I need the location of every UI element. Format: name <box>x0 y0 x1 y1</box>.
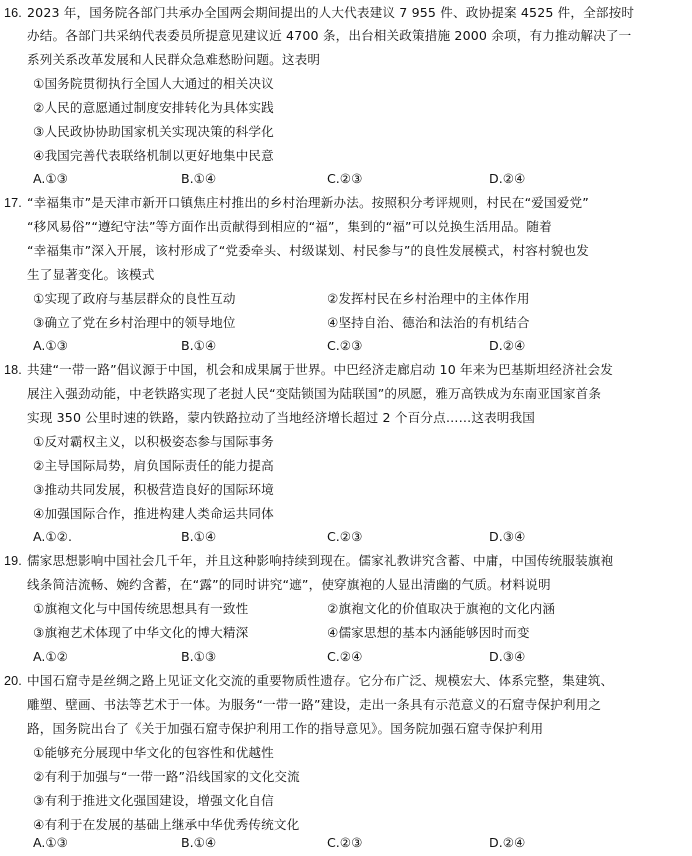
q18-statement-3-text: ③推动共同发展，积极营造良好的国际环境 <box>33 482 274 497</box>
q18-text-line-1 <box>0 358 692 382</box>
q19-line-2: 线条简洁流畅、婉约含蓄，在“露”的同时讲究“遮”，使穿旗袍的人显出清幽的气质。材料说明 <box>27 577 551 592</box>
q16-text-line-1 <box>0 1 692 25</box>
q18-statement-1 <box>0 430 692 454</box>
q18-statement-2 <box>0 454 692 478</box>
q19-statements-row-2 <box>0 621 692 645</box>
q16-statement-3 <box>0 120 692 144</box>
q20-option-c[interactable]: C.②③ <box>327 835 363 850</box>
q18-statement-4 <box>0 502 692 526</box>
q19-statements-row-1 <box>0 597 692 621</box>
q19-text-line-2 <box>0 573 692 597</box>
q20-statement-3 <box>0 789 692 813</box>
q16-options <box>0 167 692 191</box>
q20-line-1: 中国石窟寺是丝绸之路上见证文化交流的重要物质性遗存。它分布广泛、规模宏大、体系完整，集建筑、 <box>27 673 614 688</box>
q18-line-1: 共建“一带一路”倡议源于中国，机会和成果属于世界。中巴经济走廊启动 10 年来为巴基斯坦经济社会发 <box>27 362 613 377</box>
q18-options <box>0 525 692 549</box>
q18-option-c[interactable]: C.②③ <box>327 529 363 544</box>
q19-statement-1-text: ①旗袍文化与中国传统思想具有一致性 <box>33 601 249 616</box>
q17-number: 17. <box>4 196 22 210</box>
q16-statement-1-text: ①国务院贯彻执行全国人大通过的相关决议 <box>33 76 274 91</box>
q20-statement-4-text: ④有利于在发展的基础上继承中华优秀传统文化 <box>33 817 300 832</box>
q16-statement-2-text: ②人民的意愿通过制度安排转化为具体实践 <box>33 100 274 115</box>
q19-line-1: 儒家思想影响中国社会几千年，并且这种影响持续到现在。儒家礼教讲究含蓄、中庸，中国传统服装旗袍 <box>27 553 614 568</box>
q20-options <box>0 831 692 855</box>
q16-line-3: 系列关系改革发展和人民群众急难愁盼问题。这表明 <box>27 52 321 67</box>
q19-options <box>0 645 692 669</box>
q18-statement-3 <box>0 478 692 502</box>
q20-option-d[interactable]: D.②④ <box>489 835 526 850</box>
q16-statement-3-text: ③人民政协协助国家机关实现决策的科学化 <box>33 124 274 139</box>
q19-option-c[interactable]: C.②④ <box>327 649 363 664</box>
q16-option-d[interactable]: D.②④ <box>489 171 526 186</box>
q16-option-c[interactable]: C.②③ <box>327 171 363 186</box>
q20-number: 20. <box>4 674 22 688</box>
q17-statements-row-1 <box>0 287 692 311</box>
q17-option-d[interactable]: D.②④ <box>489 338 526 353</box>
q20-text-line-1 <box>0 669 692 693</box>
q18-option-a[interactable]: A.①②. <box>33 529 72 544</box>
q19-statement-3-text: ③旗袍艺术体现了中华文化的博大精深 <box>33 625 249 640</box>
q16-number: 16. <box>4 6 22 20</box>
q17-option-a[interactable]: A.①③ <box>33 338 68 353</box>
q19-option-d[interactable]: D.③④ <box>489 649 526 664</box>
q19-option-b[interactable]: B.①③ <box>181 649 217 664</box>
q17-line-1: “幸福集市”是天津市新开口镇焦庄村推出的乡村治理新办法。按照积分考评规则，村民在“爱国爱党” <box>27 195 589 210</box>
q20-statement-2-text: ②有利于加强与“一带一路”沿线国家的文化交流 <box>33 769 300 784</box>
q19-text-line-1 <box>0 549 692 573</box>
q18-number: 18. <box>4 363 22 377</box>
q18-option-d[interactable]: D.③④ <box>489 529 526 544</box>
q17-line-4: 生了显著变化。该模式 <box>27 267 155 282</box>
q20-statement-1 <box>0 741 692 765</box>
q20-statement-2 <box>0 765 692 789</box>
q18-statement-1-text: ①反对霸权主义，以积极姿态参与国际事务 <box>33 434 274 449</box>
q17-option-c[interactable]: C.②③ <box>327 338 363 353</box>
q19-number: 19. <box>4 554 22 568</box>
q17-statement-3-text: ③确立了党在乡村治理中的领导地位 <box>33 315 236 330</box>
q16-line-2: 办结。各部门共采纳代表委员所提意见建议近 4700 条，出台相关政策措施 2000 余项，有力推动解决了一 <box>27 28 632 43</box>
q16-statement-1 <box>0 72 692 96</box>
q18-text-line-3 <box>0 406 692 430</box>
q18-statement-4-text: ④加强国际合作，推进构建人类命运共同体 <box>33 506 274 521</box>
q17-statement-1-text: ①实现了政府与基层群众的良性互动 <box>33 291 236 306</box>
q17-statement-2-text: ②发挥村民在乡村治理中的主体作用 <box>327 291 530 306</box>
q18-line-3: 实现 350 公里时速的铁路，蒙内铁路拉动了当地经济增长超过 2 个百分点……这表明我国 <box>27 410 536 425</box>
q18-statement-2-text: ②主导国际局势，肩负国际责任的能力提高 <box>33 458 274 473</box>
q16-statement-2 <box>0 96 692 120</box>
q20-text-line-3 <box>0 717 692 741</box>
q17-statements-row-2 <box>0 311 692 335</box>
q17-line-2: “移风易俗”“遵纪守法”等方面作出贡献得到相应的“福”，集到的“福”可以兑换生活用品。随着 <box>27 219 552 234</box>
q17-line-3: “幸福集市”深入开展，该村形成了“党委牵头、村级谋划、村民参与”的良性发展模式，村容村貌也发 <box>27 243 589 258</box>
q20-line-3: 路，国务院出台了《关于加强石窟寺保护利用工作的指导意见》。国务院加强石窟寺保护利用 <box>27 721 544 736</box>
q19-statement-2-text: ②旗袍文化的价值取决于旗袍的文化内涵 <box>327 601 556 616</box>
q18-line-2: 展注入强劲动能，中老铁路实现了老挝人民“变陆锁国为陆联国”的夙愿，雅万高铁成为东南亚国家首条 <box>27 386 602 401</box>
q18-option-b[interactable]: B.①④ <box>181 529 217 544</box>
q16-line-1: 2023 年，国务院各部门共承办全国两会期间提出的人大代表建议 7 955 件、政协提案 4525 件，全部按时 <box>27 5 635 20</box>
q19-option-a[interactable]: A.①② <box>33 649 68 664</box>
q20-statement-1-text: ①能够充分展现中华文化的包容性和优越性 <box>33 745 274 760</box>
q20-option-a[interactable]: A.①③ <box>33 835 68 850</box>
q17-text-line-4 <box>0 263 692 287</box>
q20-line-2: 雕塑、壁画、书法等艺术于一体。为服务“一带一路”建设，走出一条具有示范意义的石窟寺保护利用之 <box>27 697 602 712</box>
q17-text-line-2 <box>0 215 692 239</box>
q17-statement-4-text: ④坚持自治、德治和法治的有机结合 <box>327 315 530 330</box>
q17-text-line-1 <box>0 191 692 215</box>
q16-option-a[interactable]: A.①③ <box>33 171 68 186</box>
q16-text-line-3 <box>0 48 692 72</box>
q20-text-line-2 <box>0 693 692 717</box>
q17-options <box>0 334 692 358</box>
q20-option-b[interactable]: B.①④ <box>181 835 217 850</box>
q19-statement-4-text: ④儒家思想的基本内涵能够因时而变 <box>327 625 530 640</box>
q17-text-line-3 <box>0 239 692 263</box>
q18-text-line-2 <box>0 382 692 406</box>
q16-statement-4-text: ④我国完善代表联络机制以更好地集中民意 <box>33 148 274 163</box>
q17-option-b[interactable]: B.①④ <box>181 338 217 353</box>
q16-statement-4 <box>0 144 692 168</box>
q20-statement-3-text: ③有利于推进文化强国建设，增强文化自信 <box>33 793 274 808</box>
q16-text-line-2 <box>0 24 692 48</box>
q16-option-b[interactable]: B.①④ <box>181 171 217 186</box>
